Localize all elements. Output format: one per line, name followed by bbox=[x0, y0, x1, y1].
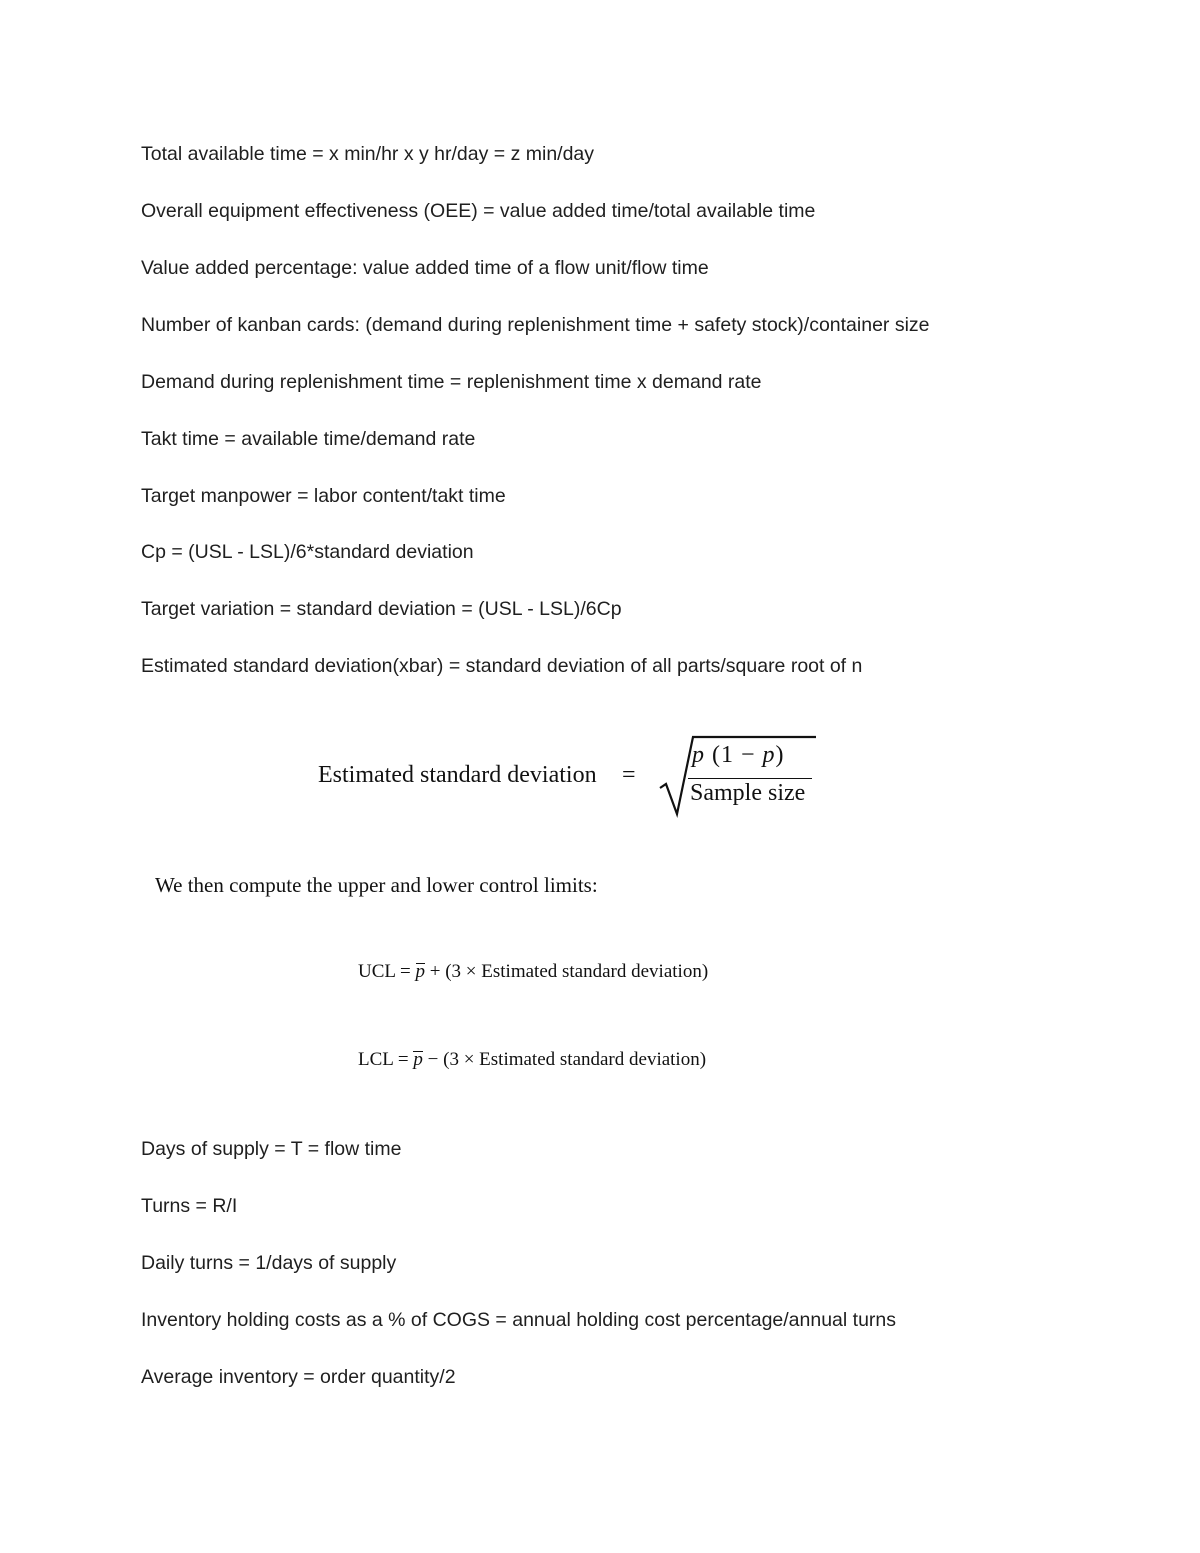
ucl-formula bbox=[358, 961, 708, 983]
lcl-rhs: − (3 × Estimated standard deviation) bbox=[422, 1049, 707, 1070]
formula-line-estimated-sd-xbar: Estimated standard deviation(xbar) = standard deviation of all parts/square root of n bbox=[141, 655, 863, 677]
formula-denominator: Sample size bbox=[690, 780, 806, 806]
formula-label: Estimated standard deviation bbox=[318, 762, 597, 788]
numerator-p: p bbox=[692, 742, 705, 768]
formula-line-turns: Turns = R/I bbox=[141, 1195, 238, 1217]
formula-line-total-available-time: Total available time = x min/hr x y hr/day = z min/day bbox=[141, 143, 595, 165]
formula-line-target-variation: Target variation = standard deviation = (USL - LSL)/6Cp bbox=[141, 598, 622, 620]
formula-line-average-inventory: Average inventory = order quantity/2 bbox=[141, 1366, 456, 1388]
formula-line-days-of-supply: Days of supply = T = flow time bbox=[141, 1138, 402, 1160]
lcl-pbar: p bbox=[413, 1049, 423, 1070]
numerator-one-minus: (1 − bbox=[705, 742, 763, 768]
fraction-bar bbox=[688, 778, 812, 779]
ucl-rhs: + (3 × Estimated standard deviation) bbox=[425, 961, 709, 982]
ucl-lhs: UCL = bbox=[358, 961, 416, 982]
formula-line-demand-replenishment: Demand during replenishment time = replenishment time x demand rate bbox=[141, 371, 762, 393]
ucl-pbar: p bbox=[415, 961, 426, 982]
lcl-formula bbox=[358, 1049, 706, 1071]
lcl-lhs: LCL = bbox=[358, 1049, 414, 1070]
control-limits-sentence: We then compute the upper and lower control limits: bbox=[155, 873, 598, 897]
formula-line-takt-time: Takt time = available time/demand rate bbox=[141, 428, 476, 450]
formula-numerator bbox=[692, 742, 785, 769]
formula-line-oee: Overall equipment effectiveness (OEE) = value added time/total available time bbox=[141, 200, 816, 222]
formula-line-daily-turns: Daily turns = 1/days of supply bbox=[141, 1252, 397, 1274]
numerator-p: p bbox=[762, 742, 776, 768]
formula-line-kanban-cards: Number of kanban cards: (demand during replenishment time + safety stock)/container size bbox=[141, 314, 930, 336]
numerator-close-paren: ) bbox=[775, 742, 785, 768]
formula-line-target-manpower: Target manpower = labor content/takt time bbox=[141, 485, 506, 507]
formula-line-holding-costs: Inventory holding costs as a % of COGS = annual holding cost percentage/annual turns bbox=[141, 1309, 897, 1331]
formula-line-value-added-percentage: Value added percentage: value added time of a flow unit/flow time bbox=[141, 257, 709, 279]
formula-line-cp: Cp = (USL - LSL)/6*standard deviation bbox=[141, 541, 474, 563]
formula-equals: = bbox=[622, 762, 636, 788]
